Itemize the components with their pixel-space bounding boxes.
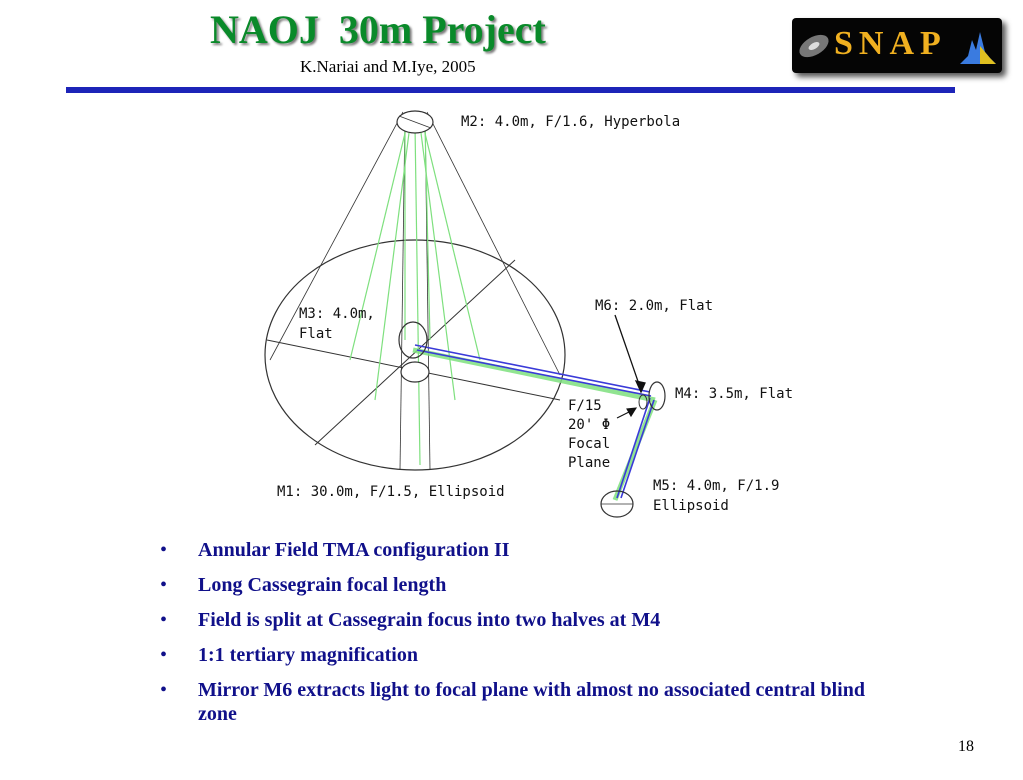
label-m3-line2: Flat (299, 326, 333, 342)
bullet-list (160, 538, 900, 737)
bullet-item (160, 608, 900, 632)
m1-mirror-outline (265, 240, 565, 470)
label-plane: Plane (568, 455, 611, 471)
bullet-symbol: • (160, 574, 168, 596)
logo-text: SNAP (834, 25, 947, 62)
bullet-item (160, 538, 900, 562)
green-ray-bundle (350, 125, 480, 465)
label-m2: M2: 4.0m, F/1.6, Hyperbola (461, 114, 681, 130)
bullet-text: 1:1 tertiary magnification (198, 644, 418, 666)
bullet-item (160, 573, 900, 597)
m6-pointer-arrow (615, 315, 645, 392)
slide-title: NAOJ 30m Project (210, 7, 546, 52)
label-focal: Focal (568, 436, 611, 452)
snap-logo (792, 18, 1002, 73)
focal-plane-pointer-arrow (617, 408, 636, 418)
bullet-item (160, 643, 900, 667)
bullet-symbol: • (160, 644, 168, 666)
label-field-size: 20' Φ (568, 417, 611, 433)
telescope-optics-diagram (255, 100, 815, 530)
bullet-text: Annular Field TMA configuration II (198, 539, 510, 561)
bullet-text: Mirror M6 extracts light to focal plane with almost no associated central blind zone (198, 679, 865, 725)
label-m5-line1: M5: 4.0m, F/1.9 (653, 478, 780, 494)
m4-mirror (649, 382, 665, 410)
m3-mirror (399, 322, 427, 358)
bullet-symbol: • (160, 679, 168, 701)
label-f15: F/15 (568, 398, 602, 414)
bullet-text: Field is split at Cassegrain focus into two halves at M4 (198, 609, 661, 631)
page-number: 18 (958, 738, 974, 755)
author-credit: K.Nariai and M.Iye, 2005 (300, 57, 476, 76)
bullet-symbol: • (160, 609, 168, 631)
bullet-text: Long Cassegrain focal length (198, 574, 447, 596)
bullet-item (160, 678, 900, 726)
label-m1: M1: 30.0m, F/1.5, Ellipsoid (277, 484, 505, 500)
spectrum-icon (958, 26, 998, 66)
m1-central-hole (401, 362, 429, 382)
label-m4: M4: 3.5m, Flat (675, 386, 794, 402)
label-m3-line1: M3: 4.0m, (299, 306, 375, 322)
header-divider (66, 87, 955, 93)
label-m6: M6: 2.0m, Flat (595, 298, 714, 314)
label-m5-line2: Ellipsoid (653, 498, 729, 514)
bullet-symbol: • (160, 539, 168, 561)
